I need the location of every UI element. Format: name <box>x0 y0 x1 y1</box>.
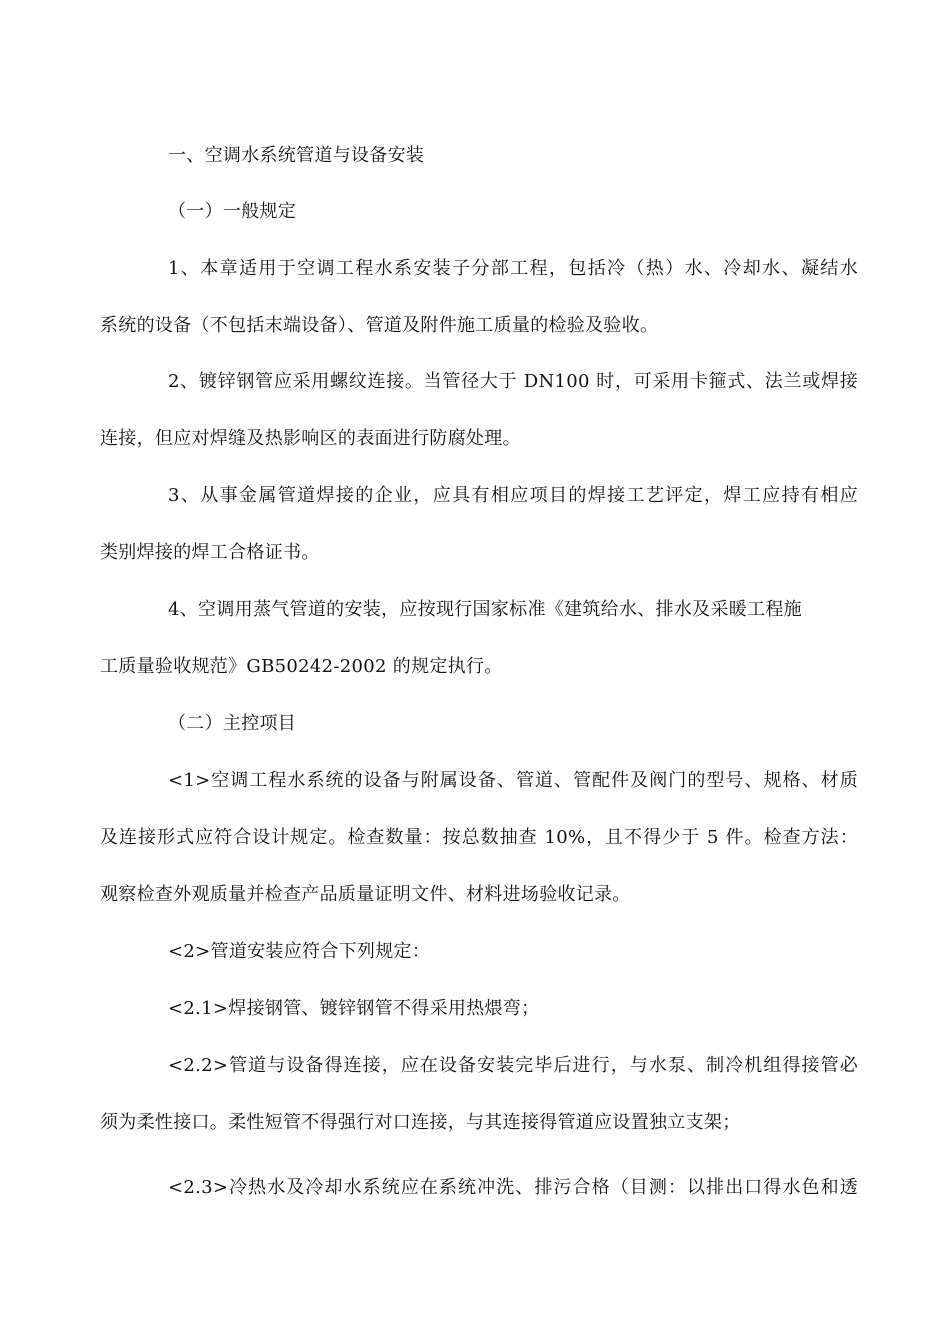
paragraph-line: <2>管道安装应符合下列规定： <box>168 941 431 962</box>
paragraph-line: 工质量验收规范》GB50242-2002 的规定执行。 <box>100 656 503 677</box>
paragraph-line: 2、镀锌钢管应采用螺纹连接。当管径大于 DN100 时，可采用卡箍式、法兰或焊接 <box>168 371 858 392</box>
paragraph-line: 连接，但应对焊缝及热影响区的表面进行防腐处理。 <box>100 428 521 449</box>
paragraph-line: 须为柔性接口。柔性短管不得强行对口连接，与其连接得管道应设置独立支架； <box>100 1112 741 1133</box>
paragraph-line: 1、本章适用于空调工程水系安装子分部工程，包括冷（热）水、冷却水、凝结水 <box>168 258 858 279</box>
paragraph-line: 类别焊接的焊工合格证书。 <box>100 542 320 563</box>
paragraph-line: 4、空调用蒸气管道的安装，应按现行国家标准《建筑给水、排水及采暖工程施 <box>168 599 802 620</box>
paragraph-line: 3、从事金属管道焊接的企业，应具有相应项目的焊接工艺评定，焊工应持有相应 <box>168 485 858 506</box>
subsection-heading: （一）一般规定 <box>168 201 297 222</box>
paragraph-line: <1>空调工程水系统的设备与附属设备、管道、管配件及阀门的型号、规格、材质 <box>168 770 858 791</box>
paragraph-line: 及连接形式应符合设计规定。检查数量：按总数抽查 10%，且不得少于 5 件。检查方法： <box>100 827 858 848</box>
section-heading: 一、空调水系统管道与设备安装 <box>168 145 425 166</box>
subsection-heading: （二）主控项目 <box>168 713 297 734</box>
paragraph-line: 系统的设备（不包括末端设备）、管道及附件施工质量的检验及验收。 <box>100 315 659 336</box>
paragraph-line: <2.2>管道与设备得连接，应在设备安装完毕后进行，与水泵、制冷机组得接管必 <box>168 1055 858 1076</box>
paragraph-line: <2.1>焊接钢管、镀锌钢管不得采用热煨弯； <box>168 998 540 1019</box>
paragraph-line: <2.3>冷热水及冷却水系统应在系统冲洗、排污合格（目测：以排出口得水色和透 <box>168 1177 858 1198</box>
paragraph-line: 观察检查外观质量并检查产品质量证明文件、材料进场验收记录。 <box>100 884 631 905</box>
